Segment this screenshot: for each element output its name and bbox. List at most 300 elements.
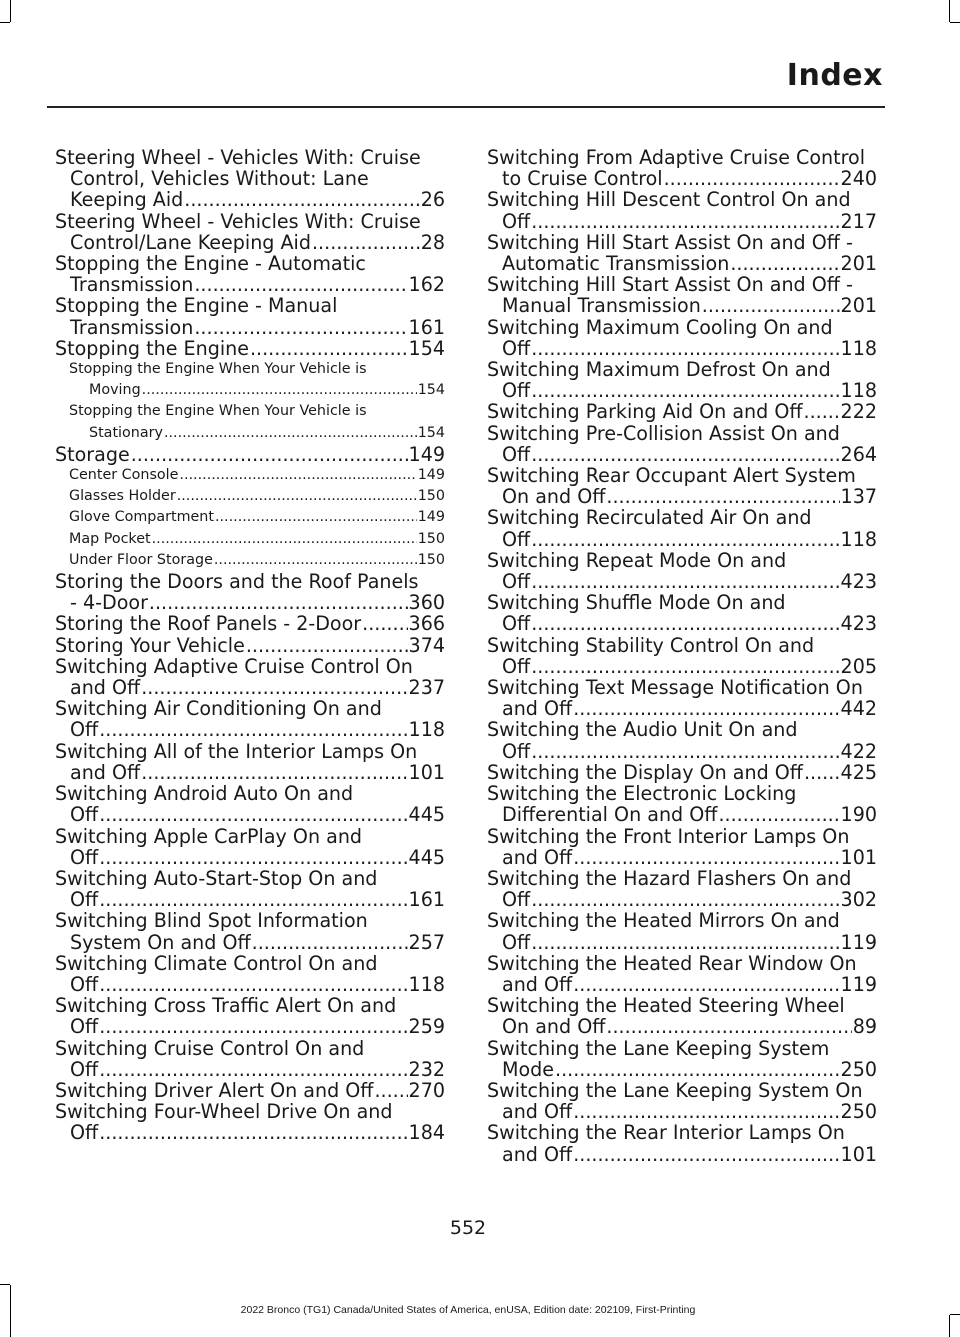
- entry-last-line: [487, 741, 877, 762]
- entry-last-line: [487, 1016, 877, 1037]
- entry-text-line: Storage: [55, 443, 130, 466]
- entry-text-line: Switching Climate Control On and: [55, 952, 378, 975]
- dot-leader: [573, 1101, 839, 1122]
- entry-text-line: Switching Cross Traffic Alert On and: [55, 995, 397, 1018]
- entry-last-line: [487, 656, 877, 677]
- dot-leader: [730, 253, 839, 274]
- entry-last-line: [487, 698, 877, 719]
- entry-text-line: Switching the Electronic Locking: [487, 783, 797, 806]
- entry-text-line: Switching Recirculated Air On and: [487, 507, 812, 530]
- entry-last-line: [487, 847, 877, 868]
- entry-last-line: [55, 932, 445, 953]
- header-divider: [47, 106, 885, 108]
- entry-text-line: Off: [502, 612, 531, 635]
- entry-page-number: 264: [840, 442, 877, 466]
- entry-text-line: Switching Auto-Start-Stop On and: [55, 867, 378, 890]
- entry-text-line: Stationary: [89, 424, 163, 441]
- dot-leader: [152, 529, 417, 550]
- index-entry: [487, 359, 877, 401]
- entry-text-line: Storing the Doors and the Roof Panels: [55, 571, 419, 594]
- entry-page-number: 423: [840, 612, 877, 635]
- dot-leader: [141, 762, 407, 783]
- entry-last-line: [55, 804, 445, 825]
- entry-page-number: 190: [840, 803, 877, 826]
- dot-leader: [149, 592, 408, 613]
- index-entry: [487, 401, 877, 422]
- index-subentry: [55, 401, 445, 443]
- index-entry: [55, 783, 445, 825]
- dot-leader: [99, 847, 407, 868]
- entry-text-line: and Off: [502, 697, 573, 720]
- entry-text-line: Off: [502, 379, 531, 402]
- dot-leader: [718, 804, 839, 825]
- index-entry: [55, 826, 445, 868]
- entry-last-line: [55, 444, 445, 465]
- dot-leader: [131, 444, 408, 465]
- entry-last-line: [487, 401, 877, 422]
- entry-last-line: [55, 613, 445, 634]
- entry-text-line: Mode: [502, 1057, 555, 1080]
- dot-leader: [531, 529, 839, 550]
- index-subentry: [55, 529, 445, 550]
- dot-leader: [531, 932, 839, 953]
- entry-last-line: [487, 571, 877, 592]
- footer-edition-text: 2022 Bronco (TG1) Canada/United States of America, enUSA, Edition date: 202109, First-Printing: [240, 1304, 696, 1316]
- entry-page-number: 26: [420, 188, 445, 211]
- index-entry: [487, 868, 877, 910]
- entry-text-line: Switching the Heated Rear Window On: [487, 952, 857, 975]
- entry-text-line: Automatic Transmission: [502, 252, 730, 275]
- index-entry: [487, 423, 877, 465]
- entry-text-line: Off: [502, 209, 531, 232]
- entry-text-line: Switching Maximum Defrost On and: [487, 359, 831, 382]
- entry-page-number: 222: [840, 401, 877, 423]
- entry-text-line: Manual Transmission: [502, 294, 701, 317]
- dot-leader: [184, 189, 419, 210]
- entry-page-number: 89: [852, 1015, 877, 1038]
- entry-text-line: Off: [502, 888, 531, 911]
- entry-text-line: Control, Vehicles Without: Lane: [70, 167, 369, 191]
- dot-leader: [194, 274, 407, 295]
- entry-text-line: Off: [502, 930, 531, 953]
- entry-page-number: 149: [408, 443, 445, 466]
- entry-text-line: and Off: [502, 1142, 573, 1165]
- entry-text-line: Switching the Heated Mirrors On and: [487, 910, 840, 933]
- index-entry: [55, 444, 445, 465]
- entry-last-line: [55, 847, 445, 868]
- entry-text-line: Map Pocket: [69, 530, 151, 547]
- entry-page-number: 250: [840, 1100, 877, 1123]
- entry-page-number: 232: [408, 1057, 445, 1080]
- entry-text-line: On and Off: [502, 1015, 606, 1038]
- index-column-right: [487, 147, 877, 1165]
- entry-last-line: [487, 932, 877, 953]
- dot-leader: [573, 974, 839, 995]
- index-entry: [487, 995, 877, 1037]
- entry-text-line: Off: [70, 845, 99, 868]
- index-entry: [55, 1101, 445, 1143]
- entry-text-line: Switching the Lane Keeping System On: [487, 1079, 863, 1102]
- entry-text-line: Off: [70, 1015, 99, 1038]
- dot-leader: [702, 295, 840, 316]
- entry-page-number: 101: [840, 845, 877, 868]
- index-entry: [487, 719, 877, 761]
- entry-text-line: Switching the Rear Interior Lamps On: [487, 1122, 845, 1145]
- crop-mark: [950, 1314, 960, 1315]
- entry-text-line: Switching the Display On and Off: [487, 761, 803, 784]
- dot-leader: [194, 317, 407, 338]
- entry-last-line: [55, 232, 445, 253]
- index-entry: [487, 1038, 877, 1080]
- entry-text-line: Switching Cruise Control On and: [55, 1037, 365, 1060]
- entry-text-line: and Off: [70, 676, 141, 699]
- index-subentry: [55, 486, 445, 507]
- entry-last-line: [55, 635, 445, 656]
- dot-leader: [804, 401, 840, 422]
- index-entry: [487, 762, 877, 783]
- entry-page-number: 217: [840, 209, 877, 232]
- entry-page-number: 161: [408, 888, 445, 911]
- dot-leader: [573, 698, 839, 719]
- entry-page-number: 423: [840, 570, 877, 593]
- index-subentry: [55, 507, 445, 528]
- entry-text-line: Off: [70, 803, 99, 826]
- index-entry: [487, 1122, 877, 1164]
- entry-last-line: [487, 211, 877, 232]
- dot-leader: [179, 465, 416, 486]
- entry-page-number: 184: [408, 1121, 445, 1144]
- entry-page-number: 366: [408, 613, 445, 635]
- entry-last-line: [69, 423, 445, 444]
- index-entry: [55, 910, 445, 952]
- index-entry: [55, 656, 445, 698]
- index-entry: [487, 189, 877, 231]
- dot-leader: [99, 1122, 407, 1143]
- entry-text-line: - 4-Door: [70, 591, 148, 614]
- entry-text-line: Off: [70, 718, 99, 741]
- entry-last-line: [487, 1101, 877, 1122]
- entry-text-line: Switching Text Message Notification On: [487, 677, 863, 700]
- index-entry: [55, 571, 445, 613]
- entry-page-number: 240: [840, 167, 877, 190]
- entry-page-number: 445: [408, 845, 445, 868]
- entry-last-line: [69, 465, 445, 486]
- index-entry: [55, 741, 445, 783]
- entry-page-number: 150: [417, 551, 445, 568]
- dot-leader: [531, 380, 839, 401]
- dot-leader: [252, 932, 408, 953]
- entry-text-line: and Off: [502, 845, 573, 868]
- entry-last-line: [69, 380, 445, 401]
- dot-leader: [99, 804, 407, 825]
- dot-leader: [804, 762, 840, 783]
- entry-page-number: 118: [408, 972, 445, 996]
- entry-page-number: 250: [840, 1057, 877, 1080]
- entry-page-number: 257: [408, 930, 445, 953]
- entry-last-line: [55, 889, 445, 910]
- entry-page-number: 137: [840, 485, 877, 508]
- entry-text-line: Center Console: [69, 467, 179, 484]
- entry-last-line: [487, 253, 877, 274]
- entry-page-number: 201: [840, 252, 877, 275]
- dot-leader: [531, 211, 839, 232]
- entry-last-line: [55, 1059, 445, 1080]
- entry-text-line: On and Off: [502, 485, 606, 508]
- dot-leader: [141, 677, 407, 698]
- entry-text-line: Transmission: [70, 315, 194, 338]
- index-entry: [55, 211, 445, 253]
- crop-mark: [949, 1315, 950, 1337]
- dot-leader: [214, 550, 417, 571]
- entry-text-line: Switching Hill Descent Control On and: [487, 189, 851, 212]
- entry-page-number: 101: [840, 1142, 877, 1165]
- index-subentry: [55, 465, 445, 486]
- entry-page-number: 161: [408, 315, 445, 338]
- entry-text-line: Storing the Roof Panels - 2-Door: [55, 613, 362, 635]
- entry-text-line: Steering Wheel - Vehicles With: Cruise: [55, 147, 421, 169]
- entry-text-line: Switching Shuffle Mode On and: [487, 592, 786, 615]
- entry-text-line: Control/Lane Keeping Aid: [70, 230, 311, 254]
- dot-leader: [250, 338, 408, 359]
- entry-text-line: Keeping Aid: [70, 188, 184, 211]
- entry-text-line: Off: [502, 442, 531, 466]
- entry-text-line: and Off: [502, 972, 573, 996]
- dot-leader: [573, 847, 839, 868]
- entry-page-number: 360: [408, 591, 445, 614]
- index-entry: [487, 826, 877, 868]
- index-entry: [487, 274, 877, 316]
- entry-page-number: 118: [840, 336, 877, 360]
- entry-last-line: [487, 380, 877, 401]
- index-entry: [55, 295, 445, 337]
- entry-text-line: Off: [70, 1121, 99, 1144]
- entry-last-line: [487, 168, 877, 189]
- dot-leader: [99, 1016, 407, 1037]
- entry-text-line: Storing Your Vehicle: [55, 634, 245, 656]
- entry-text-line: Glasses Holder: [69, 488, 176, 505]
- index-entry: [487, 147, 877, 189]
- entry-text-line: Switching Android Auto On and: [55, 783, 354, 806]
- dot-leader: [142, 380, 417, 401]
- dot-leader: [215, 507, 417, 528]
- entry-last-line: [69, 529, 445, 550]
- entry-text-line: Switching Air Conditioning On and: [55, 698, 382, 721]
- index-entry: [487, 317, 877, 359]
- dot-leader: [573, 1144, 839, 1165]
- entry-text-line: to Cruise Control: [502, 167, 663, 190]
- entry-last-line: [55, 762, 445, 783]
- page-title: Index: [786, 58, 883, 93]
- index-entry: [55, 995, 445, 1037]
- entry-text-line: Off: [70, 972, 99, 996]
- entry-text-line: Switching Blind Spot Information: [55, 910, 368, 933]
- entry-text-line: and Off: [502, 1100, 573, 1123]
- crop-mark: [0, 22, 10, 23]
- index-entry: [55, 1038, 445, 1080]
- entry-last-line: [55, 592, 445, 613]
- dot-leader: [164, 423, 417, 444]
- entry-text-line: Switching Parking Aid On and Off: [487, 401, 803, 423]
- entry-text-line: Moving: [89, 382, 141, 399]
- index-entry: [55, 635, 445, 656]
- index-entry: [55, 147, 445, 211]
- entry-last-line: [487, 1059, 877, 1080]
- entry-last-line: [55, 719, 445, 740]
- entry-last-line: [487, 613, 877, 634]
- entry-page-number: 422: [840, 739, 877, 762]
- entry-last-line: [55, 1080, 445, 1101]
- entry-page-number: 149: [417, 467, 445, 484]
- entry-last-line: [487, 889, 877, 910]
- dot-leader: [177, 486, 417, 507]
- index-entry: [487, 910, 877, 952]
- entry-text-line: Switching Stability Control On and: [487, 634, 815, 657]
- index-entry: [487, 635, 877, 677]
- index-entry: [487, 232, 877, 274]
- entry-last-line: [55, 974, 445, 995]
- entry-last-line: [69, 507, 445, 528]
- dot-leader: [664, 168, 840, 189]
- index-entry: [487, 465, 877, 507]
- entry-last-line: [69, 550, 445, 571]
- entry-text-line: Under Floor Storage: [69, 551, 213, 568]
- entry-page-number: 118: [840, 379, 877, 402]
- dot-leader: [531, 444, 839, 465]
- entry-text-line: Switching the Lane Keeping System: [487, 1037, 830, 1060]
- entry-last-line: [55, 677, 445, 698]
- index-entry: [55, 1080, 445, 1101]
- index-entry: [487, 550, 877, 592]
- entry-text-line: and Off: [70, 760, 141, 784]
- entry-last-line: [55, 189, 445, 210]
- index-subentry: [55, 359, 445, 401]
- entry-last-line: [55, 317, 445, 338]
- entry-last-line: [55, 1016, 445, 1037]
- entry-last-line: [487, 974, 877, 995]
- index-entry: [55, 868, 445, 910]
- entry-page-number: 154: [417, 424, 445, 441]
- entry-page-number: 162: [408, 273, 445, 296]
- entry-page-number: 302: [840, 888, 877, 911]
- entry-text-line: Switching the Heated Steering Wheel: [487, 995, 845, 1018]
- entry-text-line: Switching All of the Interior Lamps On: [55, 740, 418, 763]
- dot-leader: [531, 571, 839, 592]
- dot-leader: [99, 974, 407, 995]
- entry-last-line: [487, 762, 877, 783]
- entry-page-number: 425: [840, 761, 877, 784]
- entry-last-line: [55, 274, 445, 295]
- entry-last-line: [487, 486, 877, 507]
- dot-leader: [555, 1059, 840, 1080]
- entry-text-line: Switching the Audio Unit On and: [487, 719, 798, 742]
- entry-text-line: Switching Four-Wheel Drive On and: [55, 1101, 393, 1124]
- entry-text-line: Switching Hill Start Assist On and Off -: [487, 231, 853, 254]
- entry-text-line: Switching Apple CarPlay On and: [55, 825, 363, 848]
- page-number: 552: [449, 1217, 487, 1239]
- entry-text-line: Switching Rear Occupant Alert System: [487, 465, 856, 488]
- entry-page-number: 150: [417, 488, 445, 505]
- index-entry: [487, 592, 877, 634]
- entry-text-line: Switching From Adaptive Cruise Control: [487, 147, 866, 169]
- index-entry: [487, 507, 877, 549]
- entry-page-number: 150: [417, 530, 445, 547]
- index-entry: [487, 783, 877, 825]
- crop-mark: [950, 22, 960, 23]
- dot-leader: [99, 1059, 407, 1080]
- dot-leader: [531, 656, 839, 677]
- entry-page-number: 205: [840, 654, 877, 678]
- dot-leader: [531, 741, 839, 762]
- entry-last-line: [55, 338, 445, 359]
- index-entry: [55, 613, 445, 634]
- index-entry: [55, 338, 445, 359]
- crop-mark: [949, 0, 950, 22]
- index-subentry: [55, 550, 445, 571]
- dot-leader: [531, 613, 839, 634]
- entry-page-number: 119: [840, 930, 877, 953]
- index-column-left: [55, 147, 445, 1144]
- crop-mark: [10, 0, 11, 22]
- entry-last-line: [487, 295, 877, 316]
- entry-last-line: [69, 486, 445, 507]
- entry-text-line: Switching Adaptive Cruise Control On: [55, 655, 413, 678]
- entry-last-line: [487, 804, 877, 825]
- dot-leader: [606, 486, 839, 507]
- entry-page-number: 237: [408, 676, 445, 699]
- entry-page-number: 28: [420, 230, 445, 254]
- dot-leader: [99, 889, 407, 910]
- entry-text-line: Off: [502, 336, 531, 360]
- entry-page-number: 201: [840, 294, 877, 317]
- index-entry: [487, 1080, 877, 1122]
- index-entry: [487, 953, 877, 995]
- entry-text-line: Switching Pre-Collision Assist On and: [487, 422, 840, 445]
- entry-page-number: 149: [417, 509, 445, 526]
- entry-page-number: 118: [840, 527, 877, 550]
- entry-text-line: Stopping the Engine - Automatic: [55, 253, 366, 276]
- dot-leader: [99, 719, 407, 740]
- entry-text-line: Stopping the Engine When Your Vehicle is: [69, 361, 367, 378]
- entry-text-line: Switching the Front Interior Lamps On: [487, 825, 850, 848]
- dot-leader: [312, 232, 420, 253]
- index-entry: [55, 698, 445, 740]
- dot-leader: [246, 635, 408, 656]
- entry-page-number: 118: [408, 718, 445, 741]
- entry-text-line: Glove Compartment: [69, 509, 214, 526]
- entry-page-number: 119: [840, 972, 877, 996]
- entry-page-number: 154: [417, 382, 445, 399]
- dot-leader: [531, 889, 839, 910]
- entry-text-line: Switching the Hazard Flashers On and: [487, 867, 852, 890]
- entry-page-number: 445: [408, 803, 445, 826]
- dot-leader: [606, 1016, 851, 1037]
- index-entry: [55, 253, 445, 295]
- entry-text-line: Off: [502, 570, 531, 593]
- index-entry: [487, 677, 877, 719]
- entry-text-line: Off: [70, 888, 99, 911]
- entry-text-line: Stopping the Engine: [55, 337, 249, 360]
- entry-text-line: Stopping the Engine When Your Vehicle is: [69, 403, 367, 420]
- entry-text-line: Stopping the Engine - Manual: [55, 295, 338, 318]
- entry-text-line: Switching Hill Start Assist On and Off -: [487, 274, 853, 297]
- entry-page-number: 442: [840, 697, 877, 720]
- dot-leader: [531, 338, 839, 359]
- entry-text-line: Differential On and Off: [502, 803, 718, 826]
- entry-text-line: Switching Repeat Mode On and: [487, 549, 787, 572]
- entry-text-line: Off: [502, 739, 531, 762]
- entry-text-line: Switching Maximum Cooling On and: [487, 316, 833, 339]
- dot-leader: [374, 1080, 407, 1101]
